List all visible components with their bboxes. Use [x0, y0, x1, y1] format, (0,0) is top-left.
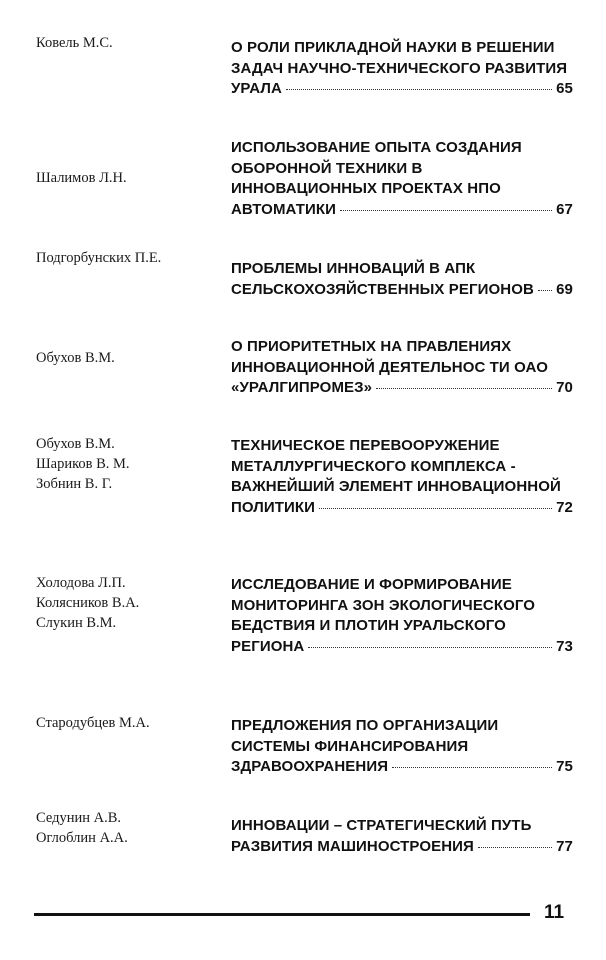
toc-title-line: РАЗВИТИЯ МАШИНОСТРОЕНИЯ	[231, 837, 474, 855]
toc-title-line: МЕТАЛЛУРГИЧЕСКОГО КОМПЛЕКСА -	[231, 457, 516, 475]
dot-leader	[538, 290, 552, 291]
toc-title-last-line	[231, 378, 573, 399]
toc-title[interactable]	[231, 436, 573, 518]
toc-author: Стародубцев М.А.	[36, 715, 150, 731]
toc-author: Колясников В.А.	[36, 595, 140, 611]
toc-title-line: ЗАДАЧ НАУЧНО-ТЕХНИЧЕСКОГО РАЗВИТИЯ	[231, 59, 568, 77]
toc-title[interactable]	[231, 38, 573, 100]
toc-author: Шалимов Л.Н.	[36, 170, 127, 186]
footer-rule	[34, 913, 530, 916]
dot-leader	[286, 89, 552, 90]
toc-title-line: «УРАЛГИПРОМЕЗ»	[231, 379, 373, 396]
toc-title-last-line	[231, 837, 573, 858]
toc-page-number: 67	[556, 200, 573, 218]
toc-title-line: ИННОВАЦИИ – СТРАТЕГИЧЕСКИЙ ПУТЬ	[231, 817, 532, 834]
toc-author: Обухов В.М.	[36, 436, 115, 452]
toc-page-number: 73	[556, 637, 573, 655]
dot-leader	[376, 388, 552, 389]
toc-title-line: ОБОРОННОЙ ТЕХНИКИ В	[231, 159, 423, 177]
toc-page-number: 69	[556, 280, 573, 298]
toc-authors	[36, 248, 221, 268]
dot-leader	[478, 847, 552, 848]
toc-title[interactable]	[231, 575, 573, 657]
toc-title[interactable]	[231, 716, 573, 778]
toc-author: Слукин В.М.	[36, 615, 117, 631]
toc-authors	[36, 434, 221, 494]
dot-leader	[340, 210, 552, 211]
toc-author: Зобнин В. Г.	[36, 476, 113, 492]
toc-title-line: АВТОМАТИКИ	[231, 200, 337, 218]
toc-title-last-line	[231, 637, 573, 658]
dot-leader	[392, 767, 552, 768]
toc-title-line: БЕДСТВИЯ И ПЛОТИН УРАЛЬСКОГО	[231, 617, 506, 634]
toc-author: Ковель М.С.	[36, 35, 113, 51]
toc-title[interactable]	[231, 816, 573, 857]
toc-title-line: СИСТЕМЫ ФИНАНСИРОВАНИЯ	[231, 737, 469, 755]
toc-title-last-line	[231, 79, 573, 100]
toc-author: Подгорбунских П.Е.	[36, 250, 162, 266]
toc-title[interactable]	[231, 259, 573, 300]
toc-author: Шариков В. М.	[36, 456, 130, 472]
toc-title[interactable]	[231, 337, 573, 399]
toc-authors	[36, 33, 221, 53]
toc-title[interactable]	[231, 138, 573, 220]
dot-leader	[319, 508, 552, 509]
toc-title-line: ПРОБЛЕМЫ ИННОВАЦИЙ В АПК	[231, 260, 476, 277]
toc-authors	[36, 348, 221, 368]
toc-title-line: О РОЛИ ПРИКЛАДНОЙ НАУКИ В РЕШЕНИИ	[231, 39, 555, 56]
toc-title-last-line	[231, 498, 573, 519]
toc-title-line: ИССЛЕДОВАНИЕ И ФОРМИРОВАНИЕ	[231, 576, 512, 593]
toc-authors	[36, 168, 221, 188]
toc-page-number: 65	[556, 80, 573, 97]
toc-author: Оглоблин А.А.	[36, 830, 128, 846]
toc-page-number: 77	[556, 837, 573, 855]
toc-title-line: ТЕХНИЧЕСКОЕ ПЕРЕВООРУЖЕНИЕ	[231, 437, 500, 454]
toc-authors	[36, 573, 221, 633]
toc-title-line: О ПРИОРИТЕТНЫХ НА ПРАВЛЕНИЯХ	[231, 338, 512, 355]
toc-title-line: ВАЖНЕЙШИЙ ЭЛЕМЕНТ ИННОВАЦИОННОЙ	[231, 478, 561, 495]
toc-title-last-line	[231, 200, 573, 221]
toc-page-number: 72	[556, 498, 573, 516]
toc-page-number: 70	[556, 379, 573, 396]
toc-author: Седунин А.В.	[36, 810, 122, 826]
toc-title-line: УРАЛА	[231, 80, 282, 97]
toc-title-line: ПОЛИТИКИ	[231, 498, 316, 516]
toc-page-number: 75	[556, 758, 573, 775]
toc-author: Обухов В.М.	[36, 350, 115, 366]
toc-title-line: СЕЛЬСКОХОЗЯЙСТВЕННЫХ РЕГИОНОВ	[231, 280, 534, 298]
toc-title-line: ИННОВАЦИОННЫХ ПРОЕКТАХ НПО	[231, 180, 501, 197]
toc-authors	[36, 808, 221, 848]
toc-title-line: ИННОВАЦИОННОЙ ДЕЯТЕЛЬНОС ТИ ОАО	[231, 358, 548, 376]
toc-title-line: ИСПОЛЬЗОВАНИЕ ОПЫТА СОЗДАНИЯ	[231, 139, 522, 156]
toc-title-line: ЗДРАВООХРАНЕНИЯ	[231, 758, 389, 775]
toc-title-line: ПРЕДЛОЖЕНИЯ ПО ОРГАНИЗАЦИИ	[231, 717, 499, 734]
toc-title-last-line	[231, 757, 573, 778]
toc-title-line: РЕГИОНА	[231, 637, 305, 655]
toc-title-line: МОНИТОРИНГА ЗОН ЭКОЛОГИЧЕСКОГО	[231, 596, 536, 614]
toc-author: Холодова Л.П.	[36, 575, 126, 591]
toc-title-last-line	[231, 280, 573, 301]
toc-authors	[36, 713, 221, 733]
dot-leader	[308, 647, 552, 648]
page-number: 11	[544, 902, 565, 923]
